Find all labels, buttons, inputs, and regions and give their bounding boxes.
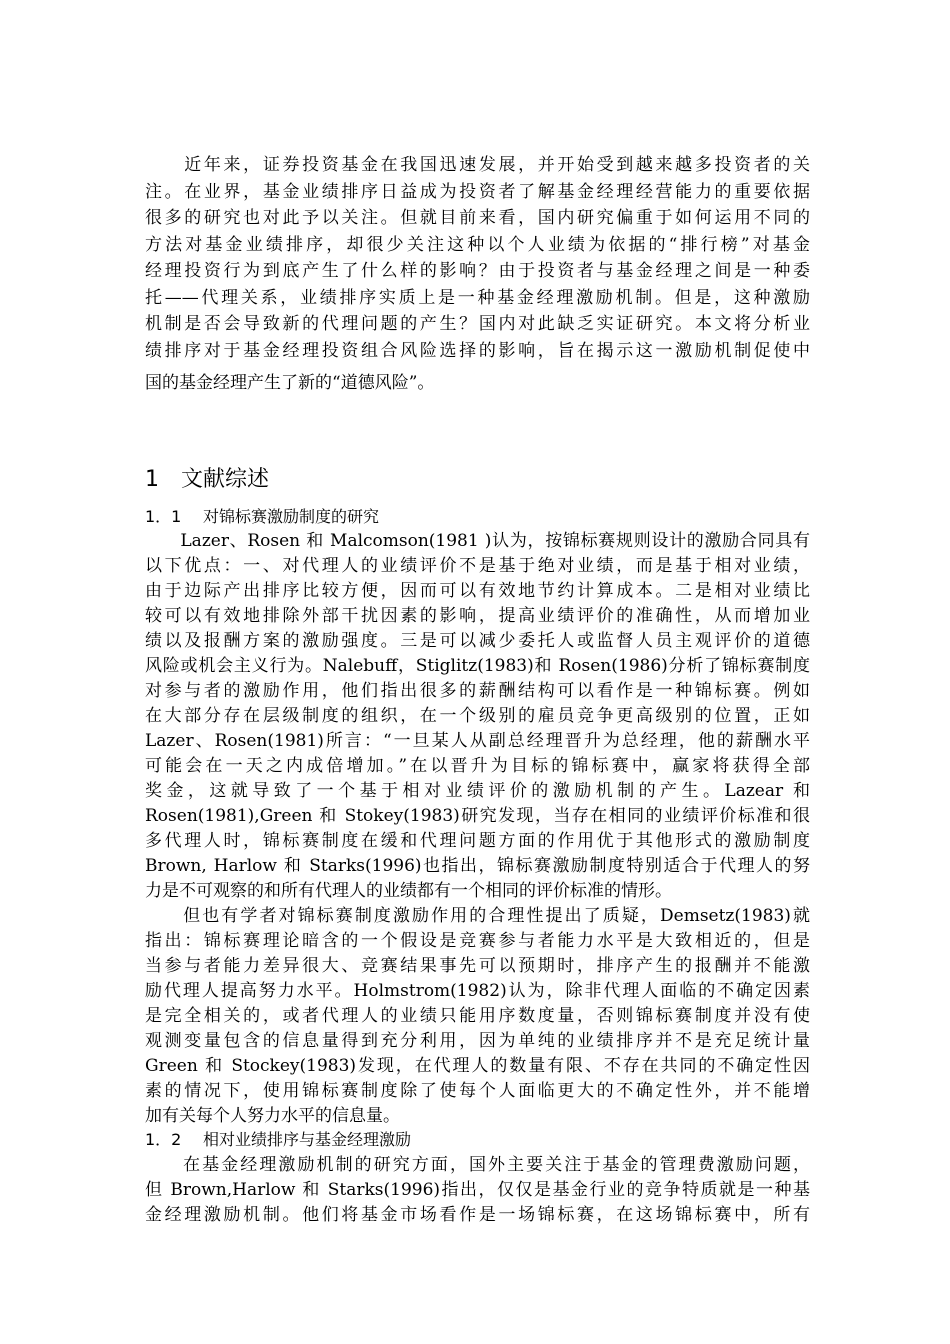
subsection-heading-1 [145,505,379,529]
text-line: 注。在业界，基金业绩排序日益成为投资者了解基金经理经营能力的重要依据 [145,181,810,202]
text-line: Green 和 Stockey(1983)发现，在代理人的数量有限、不存在共同的不确定性因 [145,1056,810,1076]
text-line: 在大部分存在层级制度的组织，在一个级别的雇员竞争更高级别的位置，正如 [145,706,810,726]
subsection-number: 1．2 [145,1130,182,1149]
section-title: 文献综述 [181,467,270,492]
text-line: 很多的研究也对此予以关注。但就目前来看，国内研究偏重于如何运用不同的 [145,208,810,228]
text-line: 观测变量包含的信息量得到充分利用，因为单纯的业绩排序并不是充足统计量 [145,1031,810,1051]
text-line: Lazer、Rosen(1981)所言：“一旦某人从副总经理晋升为总经理，他的薪酬水平 [145,731,810,751]
subsection-2-body [145,1153,810,1228]
text-line: 是完全相关的，或者代理人的业绩只能用序数度量，否则锦标赛制度并没有使 [145,1006,810,1026]
text-line: Rosen(1981),Green 和 Stokey(1983)研究发现，当存在相同的业绩评价标准和很 [145,806,810,826]
text-line: 力是不可观察的和所有代理人的业绩都有一个相同的评价标准的情形。 [145,881,672,901]
text-line: 经理投资行为到底产生了什么样的影响？由于投资者与基金经理之间是一种委 [145,261,810,281]
text-line: 方法对基金业绩排序，却很少关注这种以个人业绩为依据的“排行榜”对基金 [145,234,810,255]
text-line: Brown, Harlow 和 Starks(1996)也指出，锦标赛激励制度特别适合于代理人的努 [145,856,810,876]
text-line: 近年来，证券投资基金在我国迅速发展，并开始受到越来越多投资者的关 [145,155,810,175]
text-line: 金经理激励机制。他们将基金市场看作是一场锦标赛，在这场锦标赛中，所有 [145,1205,810,1225]
text-line: 素的情况下，使用锦标赛制度除了使每个人面临更大的不确定性外，并不能增 [145,1081,810,1101]
subsection-title: 对锦标赛激励制度的研究 [203,507,380,526]
text-line: 绩以及报酬方案的激励强度。三是可以减少委托人或监督人员主观评价的道德 [145,631,810,651]
text-line: 绩排序对于基金经理投资组合风险选择的影响，旨在揭示这一激励机制促使中 [145,340,810,361]
intro-paragraph [145,152,810,364]
subsection-number: 1．1 [145,507,182,526]
text-line: 对参与者的激励作用，他们指出很多的薪酬结构可以看作是一种锦标赛。例如 [145,681,810,701]
intro-last-line: 国的基金经理产生了新的“道德风险”。 [145,373,435,393]
text-line: 指出：锦标赛理论暗含的一个假设是竞赛参与者能力水平是大致相近的，但是 [145,931,810,951]
text-line: 托——代理关系，业绩排序实质上是一种基金经理激励机制。但是，这种激励 [145,287,810,308]
text-line: 由于边际产出排序比较方便，因而可以有效地节约计算成本。二是相对业绩比 [145,581,810,601]
text-line: 但也有学者对锦标赛制度激励作用的合理性提出了质疑，Demsetz(1983)就 [145,906,810,926]
text-line: 以下优点：一、对代理人的业绩评价不是基于绝对业绩，而是基于相对业绩， [145,556,810,576]
text-line: Lazer、Rosen 和 Malcomson(1981 )认为，按锦标赛规则设计的激励合同具有 [145,531,810,551]
text-line: 风险或机会主义行为。Nalebuff，Stiglitz(1983)和 Rosen(1986)分析了锦标赛制度 [145,656,810,676]
subsection-title: 相对业绩排序与基金经理激励 [203,1130,412,1149]
text-line: 机制是否会导致新的代理问题的产生？国内对此缺乏实证研究。本文将分析业 [145,314,810,334]
section-number: 1 [145,467,159,492]
text-line: 但 Brown,Harlow 和 Starks(1996)指出，仅仅是基金行业的竞争特质就是一种基 [145,1180,810,1200]
text-line: 励代理人提高努力水平。Holmstrom(1982)认为，除非代理人面临的不确定因素 [145,981,810,1001]
subsection-1-body [145,529,810,1129]
text-line: 可能会在一天之内成倍增加。”在以晋升为目标的锦标赛中，赢家将获得全部 [145,756,810,776]
section-heading [145,464,269,496]
text-line: 多代理人时，锦标赛制度在缓和代理问题方面的作用优于其他形式的激励制度 [145,831,810,851]
subsection-heading-2 [145,1128,411,1152]
text-line: 当参与者能力差异很大、竞赛结果事先可以预期时，排序产生的报酬并不能激 [145,956,810,976]
text-line: 奖金，这就导致了一个基于相对业绩评价的激励机制的产生。Lazear 和 [145,781,810,801]
text-line: 较可以有效地排除外部干扰因素的影响，提高业绩评价的准确性，从而增加业 [145,606,810,626]
text-line: 在基金经理激励机制的研究方面，国外主要关注于基金的管理费激励问题， [145,1155,810,1175]
text-line: 加有关每个人努力水平的信息量。 [145,1106,400,1126]
